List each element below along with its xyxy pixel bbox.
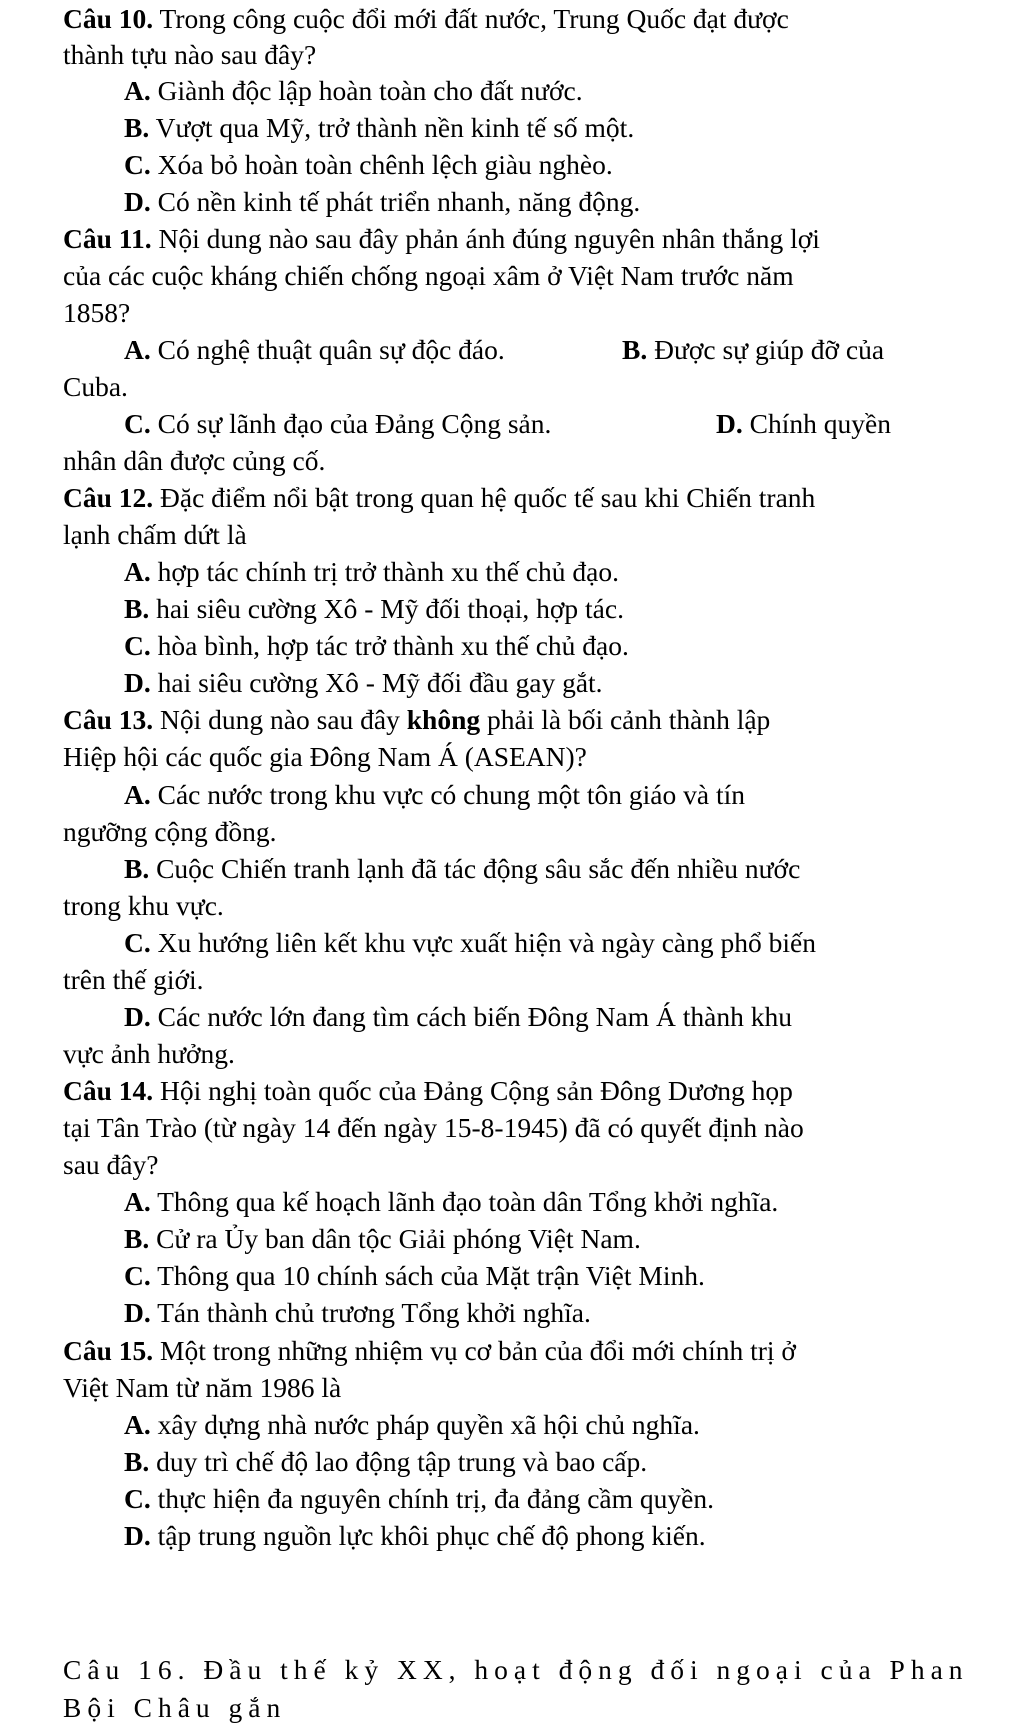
option-13-b bbox=[124, 850, 800, 888]
option-key: D. bbox=[124, 186, 151, 217]
option-continuation-text: nhân dân được củng cố. bbox=[63, 445, 326, 476]
question-11-label: Câu 11. bbox=[63, 223, 152, 254]
option-key: C. bbox=[124, 927, 151, 958]
option-15-a bbox=[124, 1406, 700, 1444]
cut-off-next-question bbox=[63, 1651, 1031, 1723]
question-14-label: Câu 14. bbox=[63, 1075, 154, 1106]
option-11-d bbox=[716, 405, 891, 443]
option-text: hai siêu cường Xô - Mỹ đối đầu gay gắt. bbox=[150, 667, 603, 698]
question-stem-text: sau đây? bbox=[63, 1149, 159, 1180]
option-15-c bbox=[124, 1480, 714, 1518]
question-stem-text: Việt Nam từ năm 1986 là bbox=[63, 1372, 342, 1403]
option-14-a bbox=[124, 1183, 778, 1221]
option-key: D. bbox=[124, 1297, 151, 1328]
option-key: A. bbox=[124, 75, 151, 106]
option-13-c bbox=[124, 924, 816, 962]
question-stem-text: 1858? bbox=[63, 297, 131, 328]
option-13-a-cont bbox=[63, 813, 277, 851]
option-text: Thông qua kế hoạch lãnh đạo toàn dân Tổng khởi nghĩa. bbox=[150, 1186, 779, 1217]
option-key: C. bbox=[124, 1260, 151, 1291]
option-continuation-text: ngưỡng cộng đồng. bbox=[63, 816, 277, 847]
option-key: B. bbox=[124, 1223, 150, 1254]
option-key: A. bbox=[124, 779, 151, 810]
question-stem-text: tại Tân Trào (từ ngày 14 đến ngày 15-8-1945) đã có quyết định nào bbox=[63, 1112, 804, 1143]
question-stem-text: lạnh chấm dứt là bbox=[63, 519, 247, 550]
option-key: D. bbox=[124, 667, 151, 698]
question-stem-text: thành tựu nào sau đây? bbox=[63, 39, 317, 70]
question-11-stem-line-3 bbox=[63, 294, 130, 332]
option-14-d bbox=[124, 1294, 591, 1332]
option-12-c bbox=[124, 627, 629, 665]
option-key: D. bbox=[716, 408, 743, 439]
question-12-stem-line-1 bbox=[63, 479, 815, 517]
option-text: Giành độc lập hoàn toàn cho đất nước. bbox=[150, 75, 583, 106]
option-13-a bbox=[124, 776, 745, 814]
question-stem-text: Hiệp hội các quốc gia Đông Nam Á (ASEAN)? bbox=[63, 741, 587, 772]
question-10-stem-line-1 bbox=[63, 0, 789, 38]
option-11-d-cont bbox=[63, 442, 325, 480]
question-stem-text: Nội dung nào sau đây phản ánh đúng nguyên nhân thắng lợi bbox=[151, 223, 820, 254]
question-10-label: Câu 10. bbox=[63, 3, 154, 34]
question-stem-text: phải là bối cảnh thành lập bbox=[480, 704, 771, 735]
question-13-stem-line-1 bbox=[63, 701, 770, 739]
cut-off-text: Câu 16. Đầu thế kỷ XX, hoạt động đối ngoại của Phan Bội Châu gắn bbox=[63, 1654, 969, 1723]
option-text: duy trì chế độ lao động tập trung và bao cấp. bbox=[149, 1446, 648, 1477]
question-14-stem-line-1 bbox=[63, 1072, 793, 1110]
option-key: D. bbox=[124, 1001, 151, 1032]
option-text: Xu hướng liên kết khu vực xuất hiện và ngày càng phổ biến bbox=[150, 927, 816, 958]
question-13-stem-line-2 bbox=[63, 738, 587, 776]
option-text: Thông qua 10 chính sách của Mặt trận Việt Minh. bbox=[150, 1260, 705, 1291]
option-text: Cử ra Ủy ban dân tộc Giải phóng Việt Nam. bbox=[149, 1223, 641, 1254]
option-11-b-cont bbox=[63, 368, 128, 406]
option-13-d-cont bbox=[63, 1035, 235, 1073]
option-text: tập trung nguồn lực khôi phục chế độ phong kiến. bbox=[150, 1520, 706, 1551]
option-12-b bbox=[124, 590, 624, 628]
question-13-label: Câu 13. bbox=[63, 704, 154, 735]
question-11-stem-line-1 bbox=[63, 220, 820, 258]
question-stem-text: Đặc điểm nổi bật trong quan hệ quốc tế sau khi Chiến tranh bbox=[153, 482, 816, 513]
option-continuation-text: vực ảnh hưởng. bbox=[63, 1038, 235, 1069]
option-text: Được sự giúp đỡ của bbox=[647, 334, 885, 365]
question-stem-text: Nội dung nào sau đây bbox=[153, 704, 407, 735]
option-15-b bbox=[124, 1443, 647, 1481]
question-15-stem-line-1 bbox=[63, 1332, 796, 1370]
option-key: B. bbox=[124, 112, 150, 143]
option-continuation-text: trên thế giới. bbox=[63, 964, 204, 995]
option-10-c bbox=[124, 146, 613, 184]
option-text: Có nền kinh tế phát triển nhanh, năng động. bbox=[150, 186, 641, 217]
option-14-b bbox=[124, 1220, 641, 1258]
option-key: A. bbox=[124, 334, 151, 365]
option-15-d bbox=[124, 1517, 706, 1555]
option-text: hòa bình, hợp tác trở thành xu thế chủ đạo. bbox=[150, 630, 629, 661]
question-stem-text: Trong công cuộc đổi mới đất nước, Trung Quốc đạt được bbox=[153, 3, 789, 34]
option-key: A. bbox=[124, 1186, 151, 1217]
option-13-b-cont bbox=[63, 887, 224, 925]
option-key: B. bbox=[124, 593, 150, 624]
question-14-stem-line-3 bbox=[63, 1146, 158, 1184]
option-text: hợp tác chính trị trở thành xu thế chủ đạo. bbox=[150, 556, 619, 587]
question-stem-text: Một trong những nhiệm vụ cơ bản của đổi mới chính trị ở bbox=[153, 1335, 796, 1366]
option-key: A. bbox=[124, 1409, 151, 1440]
option-continuation-text: trong khu vực. bbox=[63, 890, 224, 921]
option-14-c bbox=[124, 1257, 705, 1295]
option-10-b bbox=[124, 109, 634, 147]
option-text: Xóa bỏ hoàn toàn chênh lệch giàu nghèo. bbox=[150, 149, 613, 180]
option-11-c bbox=[124, 405, 551, 443]
option-12-d bbox=[124, 664, 603, 702]
option-key: C. bbox=[124, 1483, 151, 1514]
option-key: B. bbox=[124, 853, 150, 884]
option-continuation-text: Cuba. bbox=[63, 371, 128, 402]
question-10-stem-line-2 bbox=[63, 36, 316, 74]
option-13-c-cont bbox=[63, 961, 204, 999]
option-text: Tán thành chủ trương Tổng khởi nghĩa. bbox=[150, 1297, 591, 1328]
option-key: D. bbox=[124, 1520, 151, 1551]
option-text: Vượt qua Mỹ, trở thành nền kinh tế số một. bbox=[149, 112, 635, 143]
option-text: Có sự lãnh đạo của Đảng Cộng sản. bbox=[150, 408, 552, 439]
emphasis-not: không bbox=[406, 704, 481, 735]
option-key: A. bbox=[124, 556, 151, 587]
option-text: xây dựng nhà nước pháp quyền xã hội chủ nghĩa. bbox=[150, 1409, 700, 1440]
option-13-d bbox=[124, 998, 792, 1036]
question-11-stem-line-2 bbox=[63, 257, 794, 295]
option-key: B. bbox=[124, 1446, 150, 1477]
question-stem-text: Hội nghị toàn quốc của Đảng Cộng sản Đông Dương họp bbox=[153, 1075, 793, 1106]
question-15-label: Câu 15. bbox=[63, 1335, 154, 1366]
option-text: thực hiện đa nguyên chính trị, đa đảng cầm quyền. bbox=[150, 1483, 714, 1514]
option-key: C. bbox=[124, 149, 151, 180]
question-12-stem-line-2 bbox=[63, 516, 247, 554]
option-text: Có nghệ thuật quân sự độc đáo. bbox=[150, 334, 505, 365]
option-text: hai siêu cường Xô - Mỹ đối thoại, hợp tác. bbox=[149, 593, 624, 624]
option-10-a bbox=[124, 72, 583, 110]
question-12-label: Câu 12. bbox=[63, 482, 154, 513]
option-11-a bbox=[124, 331, 505, 369]
option-text: Chính quyền bbox=[742, 408, 891, 439]
question-14-stem-line-2 bbox=[63, 1109, 804, 1147]
option-key: C. bbox=[124, 408, 151, 439]
option-text: Các nước lớn đang tìm cách biến Đông Nam Á thành khu bbox=[150, 1001, 792, 1032]
option-text: Cuộc Chiến tranh lạnh đã tác động sâu sắc đến nhiều nước bbox=[149, 853, 801, 884]
question-stem-text: của các cuộc kháng chiến chống ngoại xâm ở Việt Nam trước năm bbox=[63, 260, 794, 291]
option-12-a bbox=[124, 553, 619, 591]
question-15-stem-line-2 bbox=[63, 1369, 341, 1407]
option-key: B. bbox=[622, 334, 648, 365]
option-11-b bbox=[622, 331, 884, 369]
option-10-d bbox=[124, 183, 640, 221]
option-text: Các nước trong khu vực có chung một tôn giáo và tín bbox=[150, 779, 745, 810]
option-key: C. bbox=[124, 630, 151, 661]
